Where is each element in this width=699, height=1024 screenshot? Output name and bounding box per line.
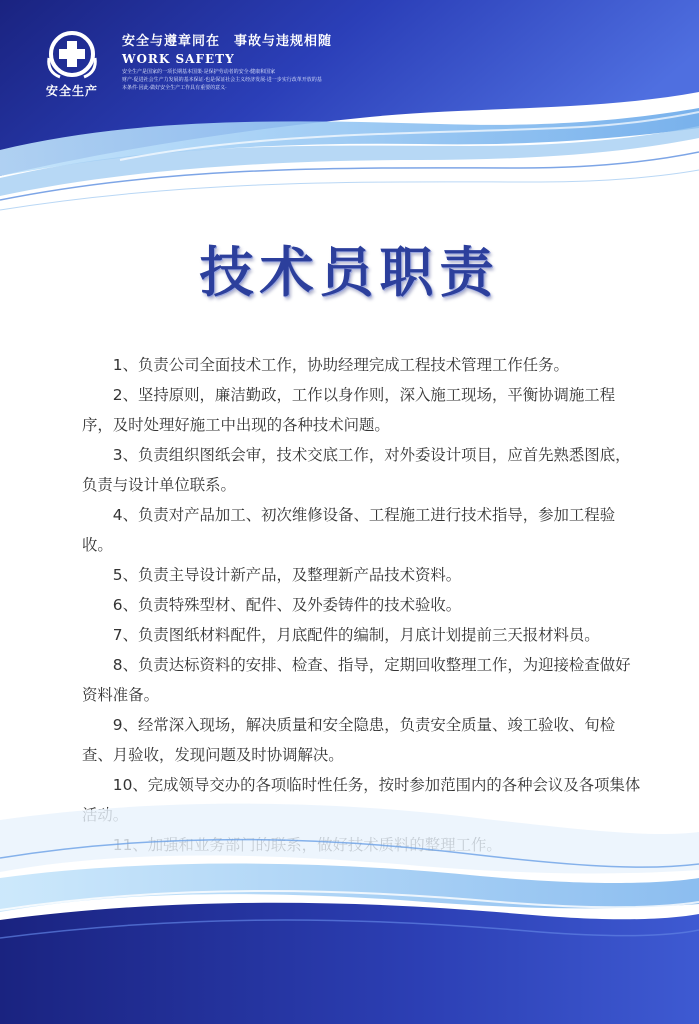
footer-wave-banner [0, 780, 699, 1024]
header-slogan [122, 30, 332, 49]
duty-item: 9、经常深入现场，解决质量和安全隐患，负责安全质量、竣工验收、旬检查、月验收，发现问题及时协调解决。 [82, 716, 616, 764]
duty-item: 3、负责组织图纸会审，技术交底工作，对外委设计项目，应首先熟悉图底，负责与设计单位联系。 [82, 446, 631, 494]
fine-print-line: 本条件·因此·做好安全生产工作具有重要的意义· [122, 85, 227, 91]
duty-item: 5、负责主导设计新产品，及整理新产品技术资料。 [112, 566, 462, 584]
safety-cross-emblem-icon [44, 28, 100, 80]
logo-label: 安全生产 [45, 84, 98, 98]
duty-item: 10、完成领导交办的各项临时性任务，按时参加范围内的各种会议及各项集体 [112, 776, 641, 794]
duty-item: 7、负责图纸材料配件，月底配件的编制，月底计划提前三天报材料员。 [112, 626, 600, 644]
header-fine-print [122, 68, 352, 92]
duty-item: 6、负责特殊型材、配件、及外委铸件的技术验收。 [112, 596, 462, 614]
work-safety-subtitle: WORK SAFETY [122, 52, 235, 66]
duty-item: 4、负责对产品加工、初次维修设备、工程施工进行技术指导，参加工程验收。 [82, 506, 616, 554]
page-title: 技术员职责 [199, 240, 500, 304]
header-wave-banner [0, 0, 699, 260]
duty-item: 1、负责公司全面技术工作，协助经理完成工程技术管理工作任务。 [112, 356, 569, 374]
slogan-left: 安全与遵章同在 [122, 34, 221, 49]
fine-print-line: 财产·促进社会生产力发展的基本保证·也是保证社会主义经济发展·进一步实行改革开放的基 [122, 77, 322, 83]
safety-logo [40, 28, 104, 98]
duty-item: 2、坚持原则，廉洁勤政，工作以身作则，深入施工现场，平衡协调施工程序，及时处理好施工中出现的各种技术问题。 [82, 386, 616, 434]
slogan-right: 事故与违规相随 [234, 34, 333, 49]
duty-item: 8、负责达标资料的安排、检查、指导，定期回收整理工作，为迎接检查做好资料准备。 [82, 656, 631, 704]
fine-print-line: 安全生产是国家的一项长期基本国策·是保护劳动者的安全·健康和国家 [122, 69, 276, 75]
